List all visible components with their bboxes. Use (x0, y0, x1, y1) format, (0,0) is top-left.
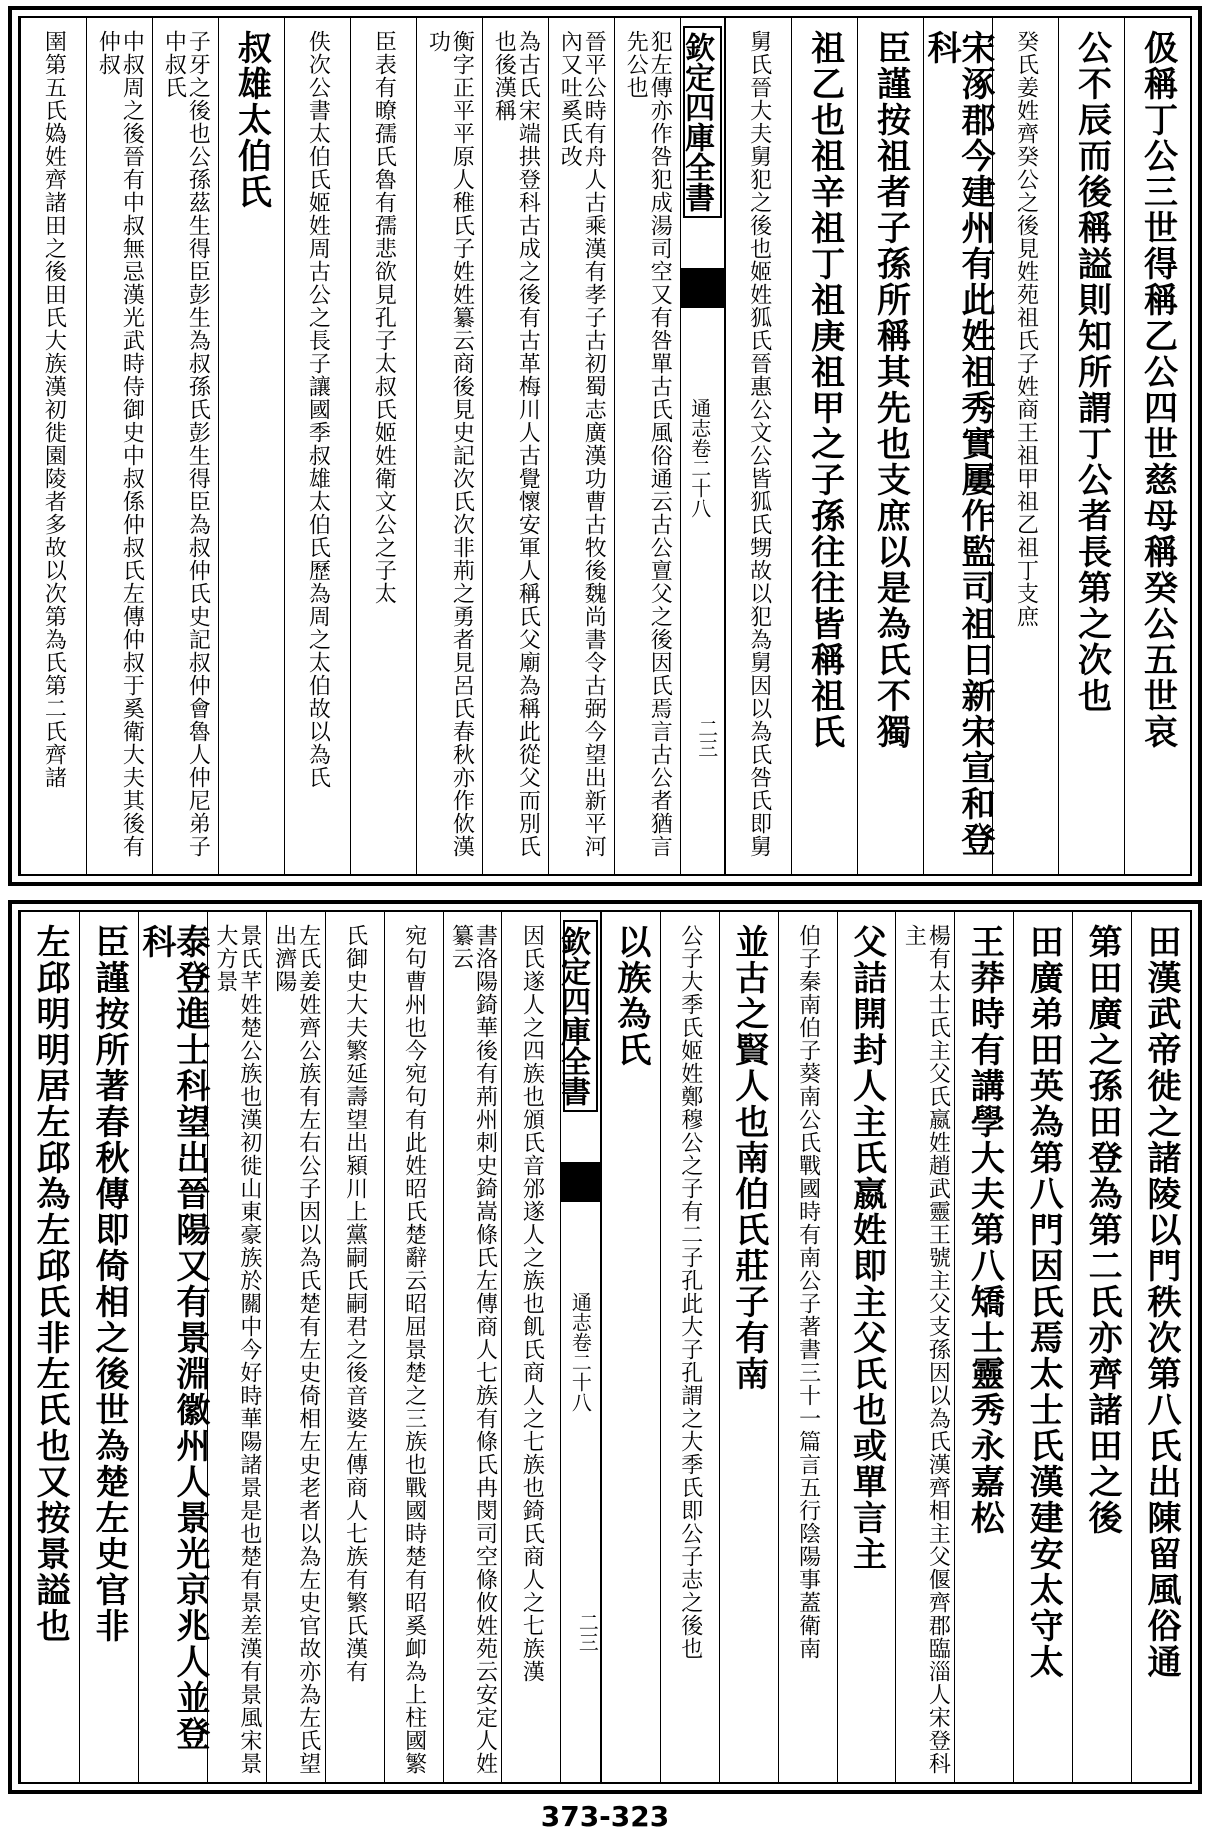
top-columns (20, 18, 1190, 874)
top-right-column-2 (992, 18, 1058, 874)
header-title: 欽定四庫全書 (683, 26, 722, 218)
top-left-column-8 (86, 18, 152, 874)
top-center-gutter (680, 18, 725, 874)
column-text: 王莽時有講學大夫第八矯士靈秀永嘉松 (964, 924, 1005, 1536)
column-text: 臣表有暸孺氏魯有孺悲欲見孔子太叔氏姬姓衛文公之子太 (371, 30, 397, 605)
bottom-left-column-3 (325, 912, 384, 1782)
bottom-columns (20, 912, 1190, 1782)
top-left-column-1 (548, 18, 614, 874)
column-text: 因氏遂人之四族也頒氏音邠遂人之族也飢氏商人之七族也錡氏商人之七族漢 (519, 924, 545, 1683)
bottom-left-column-2 (384, 912, 443, 1782)
bottom-right-column-1 (1072, 912, 1131, 1782)
column-text: 伋稱丁公三世得稱乙公四世慈母稱癸公五世哀 (1137, 30, 1178, 750)
column-text: 叔雄太伯氏 (231, 30, 272, 210)
column-text: 公子大季氏姬姓鄭穆公之子有二子孔此大子孔謂之大季氏即公子志之後也 (677, 924, 703, 1660)
top-left-column-4 (350, 18, 416, 874)
bottom-right-column-3 (954, 912, 1013, 1782)
top-left-column-9 (20, 18, 86, 874)
column-text: 楊有太士氏主父氏嬴姓趙武靈王號主父支孫因以為氏漢齊相主父偃齊郡臨淄人宋登科主 (901, 924, 951, 1775)
top-left-column-7 (152, 18, 218, 874)
column-text: 衡字正平平原人稚氏子姓姓纂云商後見史記次氏次非荊之勇者見呂氏春秋亦作佽漢功 (425, 30, 475, 858)
column-text: 並古之賢人也南伯氏莊子有南 (728, 924, 769, 1392)
bottom-page-panel (8, 900, 1202, 1794)
column-text: 左氏姜姓齊公族有左右公子因以為氏楚有左史倚相左史老者以為左史官故亦為左氏望出濟陽 (271, 924, 321, 1775)
column-text: 田漢武帝徙之諸陵以門秩次第八氏出陳留風俗通 (1141, 924, 1182, 1680)
bottom-page-frame (18, 910, 1192, 1784)
bottom-right-column-2 (1013, 912, 1072, 1782)
column-text: 為古氏宋端拱登科古成之後有古革梅川人古覺懷安軍人稱氏父廟為稱此從父而別氏也後漢稱 (491, 30, 541, 858)
volume-label: 通志卷二十八 (687, 398, 712, 518)
fish-tail-mark (681, 268, 724, 308)
bottom-left-column-6 (135, 912, 210, 1782)
top-left-column-5 (284, 18, 350, 874)
top-right-column-1 (1058, 18, 1124, 874)
column-text: 公不辰而後稱謚則知所謂丁公者長第之次也 (1071, 30, 1112, 714)
top-left-column-2 (482, 18, 548, 874)
column-text: 圉第五氏媯姓齊諸田之後田氏大族漢初徙園陵者多故以次第為氏第二氏齊諸 (41, 30, 67, 789)
column-text: 父詰開封人主氏嬴姓即主父氏也或單言主 (846, 924, 887, 1572)
column-text: 晉平公時有舟人古乘漢有孝子古初蜀志廣漢功曹古牧後魏尚書令古弼今望出新平河內又吐奚氏改 (557, 30, 607, 858)
fish-tail-mark (561, 1162, 600, 1202)
top-right-column-5 (791, 18, 857, 874)
column-text: 臣謹按所著春秋傳即倚相之後世為楚左史官非 (88, 924, 129, 1644)
header-title: 欽定四庫全書 (563, 920, 598, 1112)
bottom-left-column-7 (79, 912, 138, 1782)
column-text: 書洛陽錡華後有荊州刺史錡嵩條氏左傳商人七族有條氏冉閔司空條攸姓苑云安定人姓纂云 (448, 924, 498, 1775)
column-text: 中叔周之後晉有中叔無忌漢光武時侍御史中叔係仲叔氏左傳仲叔于奚衛大夫其後有仲叔 (95, 30, 145, 858)
bottom-right-column-6 (778, 912, 837, 1782)
bottom-right-column-9 (601, 912, 660, 1782)
bottom-left-column-8 (20, 912, 79, 1782)
top-right-column-4 (857, 18, 923, 874)
page-number-footer: 373-323 (540, 1800, 670, 1833)
column-text: 景氏芊姓楚公族也漢初徙山東豪族於關中今好時華陽諸景是也楚有景差漢有景風宋景大方景 (212, 924, 262, 1775)
top-page-frame (18, 16, 1192, 876)
top-right-column-3 (921, 18, 996, 874)
bottom-right-column-8 (660, 912, 719, 1782)
column-text: 癸氏姜姓齊癸公之後見姓苑祖氏子姓商王祖甲祖乙祖丁支庶 (1013, 30, 1039, 628)
column-text: 舅氏晉大夫舅犯之後也姬姓狐氏晉惠公文公皆狐氏甥故以犯為舅因以為氏咎氏即舅 (746, 30, 772, 858)
column-text: 田廣弟田英為第八門因氏焉太士氏漢建安太守太 (1023, 924, 1064, 1680)
page-mark: 二三 (575, 1612, 600, 1652)
bottom-right-column-4 (895, 912, 954, 1782)
volume-label: 通志卷二十八 (568, 1292, 593, 1412)
top-left-column-6 (218, 18, 284, 874)
bottom-left-column-4 (266, 912, 325, 1782)
top-page-panel (8, 6, 1202, 886)
page-mark: 二三 (694, 718, 719, 758)
bottom-left-column-1 (443, 912, 502, 1782)
column-text: 臣謹按祖者子孫所稱其先也支庶以是為氏不獨 (870, 30, 911, 750)
column-text: 伯子秦南伯子葵南公氏戰國時有南公子著書三十一篇言五行陰陽事蓋衛南 (795, 924, 821, 1660)
bottom-center-gutter (554, 912, 601, 1782)
column-text: 左邱明明居左邱為左邱氏非左氏也又按景謚也 (30, 924, 71, 1644)
top-right-column-6 (725, 18, 791, 874)
column-text: 犯左傳亦作咎犯成湯司空又有咎單古氏風俗通云古公亶父之後因氏焉言古公者猶言先公也 (623, 30, 673, 858)
column-text: 佚次公書太伯氏姬姓周古公之長子讓國季叔雄太伯氏歷為周之太伯故以為氏 (305, 30, 331, 789)
column-text: 子牙之後也公孫茲生得臣彭生為叔孫氏彭生得臣為叔仲氏史記叔仲會魯人仲尼弟子中叔氏 (161, 30, 211, 858)
column-text: 宛句曹州也今宛句有此姓昭氏楚辭云昭屈景楚之三族也戰國時楚有昭奚卹為上柱國繁 (401, 924, 427, 1775)
column-text: 宋涿郡今建州有此姓祖秀實屢作監司祖日新宋宣和登科 (921, 30, 996, 858)
column-text: 第田廣之孫田登為第二氏亦齊諸田之後 (1082, 924, 1123, 1536)
column-text: 以族為氏 (610, 924, 651, 1068)
bottom-right-column-7 (719, 912, 778, 1782)
top-right-column-0 (1124, 18, 1190, 874)
column-text: 祖乙也祖辛祖丁祖庚祖甲之子孫往往皆稱祖氏 (804, 30, 845, 750)
top-left-column-3 (416, 18, 482, 874)
bottom-right-column-5 (837, 912, 896, 1782)
bottom-left-column-5 (207, 912, 266, 1782)
top-left-column-0 (614, 18, 680, 874)
column-text: 氏御史大夫繁延壽望出潁川上黨嗣氏嗣君之後音婆左傳商人七族有繁氏漢有 (342, 924, 368, 1683)
column-text: 泰登進士科望出晉陽又有景淵徽州人景光京兆人並登科 (135, 924, 210, 1752)
bottom-right-column-0 (1131, 912, 1190, 1782)
